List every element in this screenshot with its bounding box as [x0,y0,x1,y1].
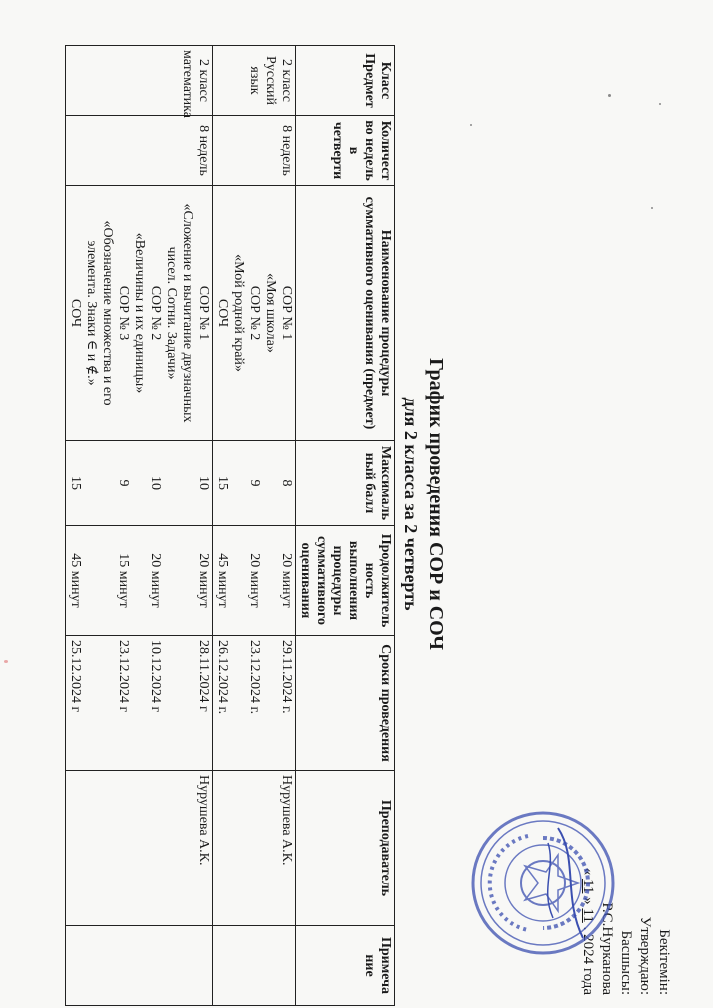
cell-line [163,640,179,766]
column-header-text: Примеча [378,936,393,995]
note-cell [66,926,213,1006]
date-quote-open: « [580,867,596,876]
column-header-text: процедуры [330,545,345,616]
procedure-cell [213,186,296,441]
cell-line: «Сложение и вычитание двузначных [180,203,195,423]
date-day: 11 [580,878,596,894]
cell-line: 23.12.2024 г [116,640,131,713]
weeks-cell: 8 недель [213,116,296,186]
class-subject-cell [66,46,213,116]
approval-line: Бекітемін: [656,929,672,995]
cell-line: 2 класс [279,59,294,102]
column-header-text: Максималь [378,445,393,521]
dates-cell [66,636,213,771]
approval-line: Басшысы: [618,930,634,995]
cell-line: чисел. Сотни. Задачи» [164,246,179,380]
cell-line [83,530,99,631]
cell-line: Русский [263,56,278,105]
official-seal-icon [468,808,618,958]
column-header-text: четверти [330,121,345,180]
cell-line: 45 минут [68,553,83,608]
cell-line: язык [247,66,262,95]
column-header-text: ние [362,954,377,977]
cell-line: 20 минут [196,553,211,608]
cell-line [83,640,99,766]
column-header [296,526,395,636]
cell-line: математика [180,50,195,118]
cell-line: 10 [148,476,163,490]
cell-line: 20 минут [279,553,294,608]
duration-cell [66,526,213,636]
approval-line: Р.С.Нурканова [599,902,615,995]
cell-line: «Мой родной край» [231,254,246,372]
column-header-text: ность [362,562,377,599]
page-subtitle: для 2 класса за 2 четверть [401,397,421,611]
cell-line: 25.12.2024 г [68,640,83,713]
teacher-cell: Нурушева А.К. [213,771,296,926]
page-title: График проведения СОР и СОЧ [425,358,447,650]
cell-line: 26.12.2024 г. [215,640,230,715]
cell-line: 2 класс [196,59,211,102]
cell-line: 23.12.2024 г. [247,640,262,715]
column-header [296,441,395,526]
duration-cell [213,526,296,636]
column-header [296,116,395,186]
cell-line [262,530,278,631]
cell-line [83,445,99,521]
max-score-cell [213,441,296,526]
cell-line [262,640,278,766]
cell-line [230,640,246,766]
column-header-text: оценивания [298,542,313,619]
cell-line: 10.12.2024 г [148,640,163,713]
cell-line: «Величины и их единицы» [132,232,147,394]
date-month: 11 [580,908,596,923]
cell-line [131,530,147,631]
column-header-text: Класс [378,61,393,100]
cell-line [179,640,195,766]
cell-line [179,445,195,521]
column-header-text: Продолжитель [378,533,393,628]
cell-line: СОР № 1 [196,285,211,341]
schedule-table [65,45,395,1006]
cell-line: СОР № 2 [148,285,163,341]
cell-line [230,445,246,521]
column-header-text: выполнения [346,540,361,621]
cell-line [131,640,147,766]
cell-line: «Моя школа» [263,273,278,353]
cell-line: 15 [215,476,230,490]
weeks-cell: 8 недель [66,116,213,186]
scan-speck [4,660,8,663]
scan-speck [608,94,611,97]
scan-speck [659,103,661,105]
column-header-text: ный балл [362,452,377,514]
cell-line: 15 минут [116,553,131,608]
cell-line: 20 минут [247,553,262,608]
cell-line [230,530,246,631]
column-header [296,771,395,926]
column-header-text: Преподаватель [378,799,393,897]
column-header [296,636,395,771]
cell-line: СОЧ [215,298,230,328]
table-header-row [296,46,395,1006]
cell-line: 15 [68,476,83,490]
cell-line [99,640,115,766]
scan-speck [470,124,472,126]
column-header-text: Сроки проведения [378,644,393,762]
column-header-text: Количест [378,120,393,181]
dates-cell [213,636,296,771]
table-row [213,46,296,1006]
column-header [296,46,395,116]
column-header [296,926,395,1006]
cell-line [163,530,179,631]
date-quote-close: » [580,897,596,905]
cell-line: 45 минут [215,553,230,608]
note-cell [213,926,296,1006]
cell-line [99,530,115,631]
approval-line: Утверждаю: [637,916,653,995]
cell-line: СОР № 1 [279,285,294,341]
max-score-cell [66,441,213,526]
cell-line: «Обозначение множества и его [100,220,115,406]
cell-line: СОР № 3 [116,285,131,341]
column-header-text: суммативного оценивания (предмет) [362,196,377,430]
procedure-cell [66,186,213,441]
cell-line: 20 минут [148,553,163,608]
cell-line: элемента. Знаки ∈ и ∉.» [84,240,99,386]
cell-line [163,445,179,521]
table-row [66,46,213,1006]
date-year: . 2024 года [580,926,596,995]
cell-line: 29.11.2024 г. [279,640,294,714]
cell-line: СОР № 2 [247,285,262,341]
column-header-text: Наименование процедуры [378,229,393,397]
column-header-text: суммативного [314,535,329,626]
cell-line: 10 [196,476,211,490]
teacher-cell: Нурушева А.К. [66,771,213,926]
scan-speck [651,207,653,209]
column-header-text: в [346,146,361,155]
cell-line: 9 [247,479,262,487]
cell-line: 28.11.2024 г [196,640,211,712]
cell-line [262,445,278,521]
cell-line: 8 [279,479,294,487]
class-subject-cell [213,46,296,116]
table-body [66,46,296,1006]
cell-line: СОЧ [68,298,83,328]
cell-line [179,530,195,631]
cell-line [131,445,147,521]
cell-line [99,445,115,521]
column-header [296,186,395,441]
cell-line: 9 [116,479,131,487]
column-header-text: во недель [362,120,377,181]
column-header-text: Предмет [362,53,377,108]
